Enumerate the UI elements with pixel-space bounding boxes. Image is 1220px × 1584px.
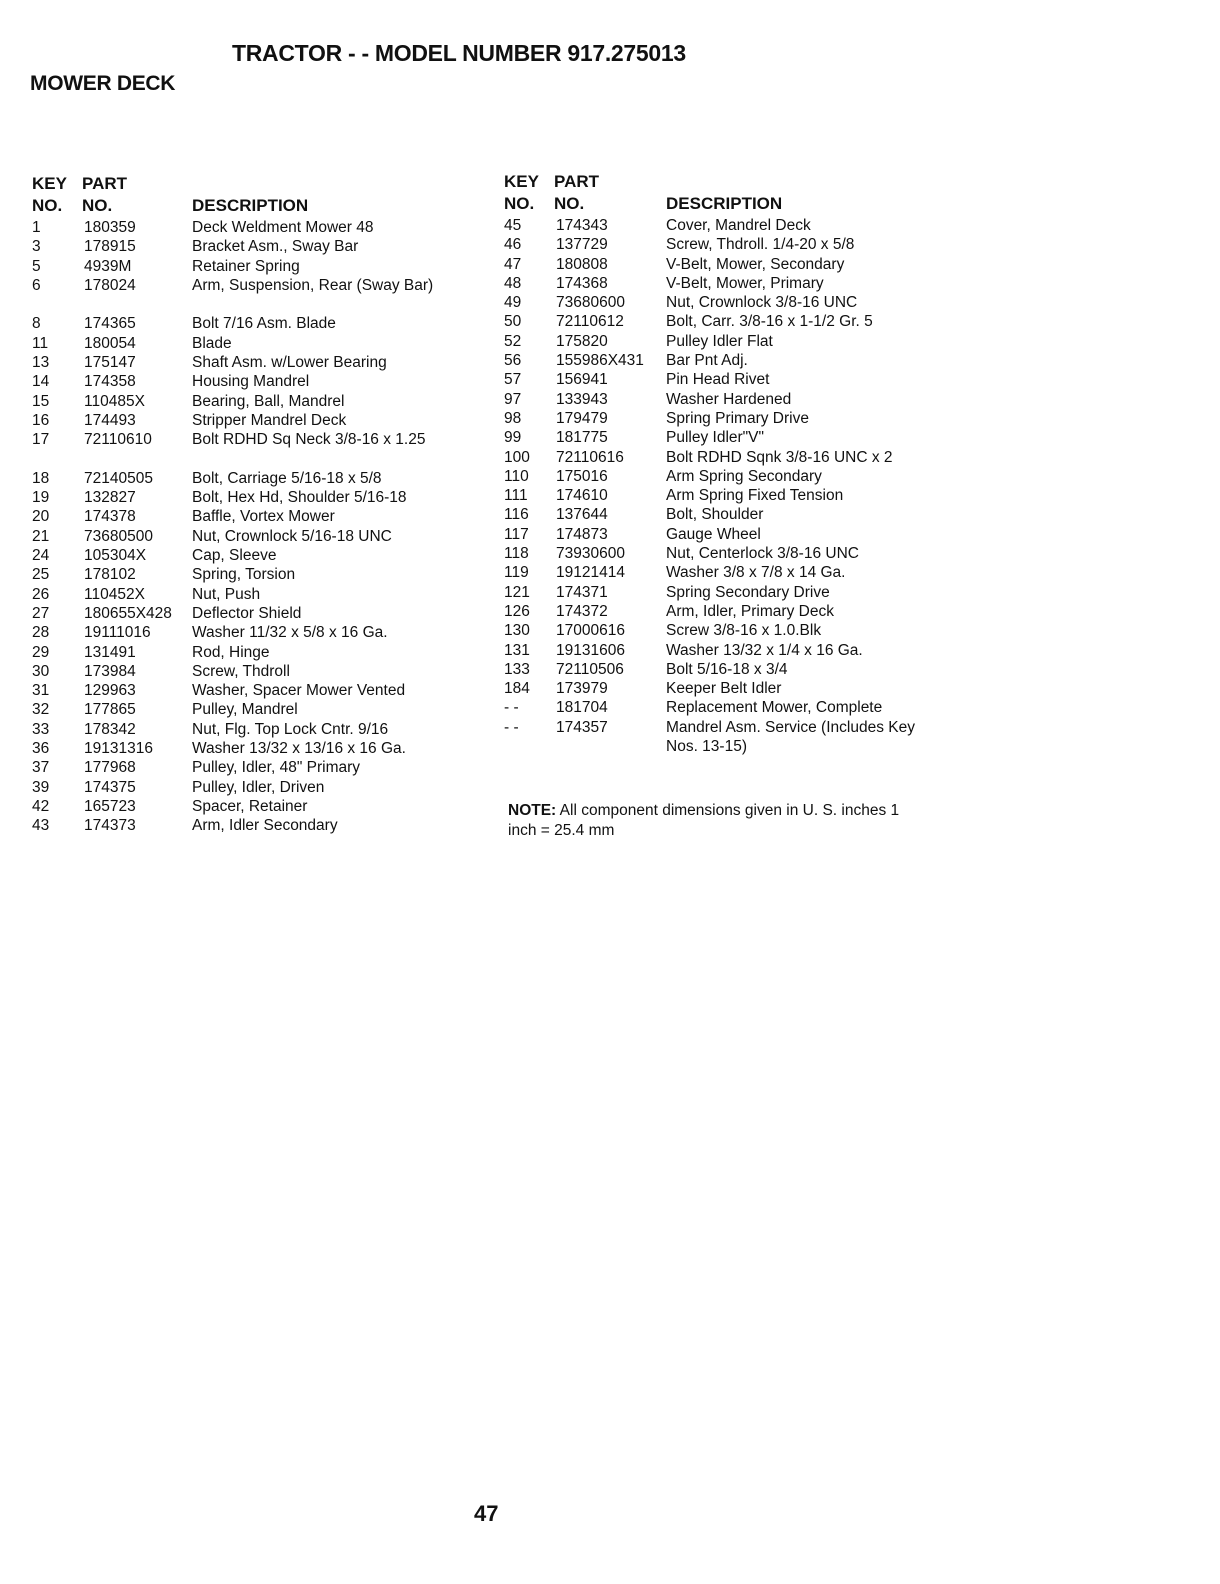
key-no: 43 [32,817,50,835]
table-row [504,621,934,640]
description: Shaft Asm. w/Lower Bearing [192,354,387,372]
table-header [32,174,482,218]
description: Stripper Mandrel Deck [192,411,347,429]
table-row [504,583,934,602]
key-no: 19 [32,489,50,507]
part-no: 73680500 [84,527,153,545]
description: Bolt RDHD Sq Neck 3/8-16 x 1.25 [192,431,426,449]
table-row [32,585,482,604]
part-no: 19131316 [84,740,153,758]
description: Arm Spring Fixed Tension [666,487,844,505]
part-no: 174372 [556,602,608,620]
description: Pulley Idler Flat [666,332,773,350]
part-no: 72110610 [84,431,152,449]
description: Arm, Idler, Primary Deck [666,602,834,620]
part-no: 73930600 [556,545,625,563]
table-row [32,218,482,237]
table-row [504,505,934,524]
section-title: MOWER DECK [30,72,176,95]
description: Screw, Thdroll [192,662,290,680]
key-no: 32 [32,701,50,719]
part-no: 173984 [84,662,136,680]
table-row [504,660,934,679]
part-no: 174873 [556,525,608,543]
description: Rod, Hinge [192,643,270,661]
description: Washer 13/32 x 1/4 x 16 Ga. [666,641,863,659]
description: Spring, Torsion [192,566,296,584]
description: Bar Pnt Adj. [666,352,748,370]
description: Bolt RDHD Sqnk 3/8-16 UNC x 2 [666,448,893,466]
part-no: 137644 [556,506,608,524]
table-row [504,602,934,621]
key-no: 11 [32,334,49,352]
table-row [32,276,482,315]
part-no: 105304X [84,547,147,565]
table-row [504,312,934,331]
description: Deflector Shield [192,604,302,622]
part-no: 175820 [556,332,608,350]
description: Screw, Thdroll. 1/4-20 x 5/8 [666,236,855,254]
description: Washer 13/32 x 13/16 x 16 Ga. [192,740,406,758]
description: Washer 3/8 x 7/8 x 14 Ga. [666,564,846,582]
table-row [32,334,482,353]
key-no: 25 [32,566,50,584]
key-no: 121 [504,583,530,601]
description: Keeper Belt Idler [666,680,782,698]
description: Nut, Crownlock 5/16-18 UNC [192,527,392,545]
part-no: 72110506 [556,660,624,678]
key-no: 56 [504,352,522,370]
part-no: 181704 [556,699,608,717]
key-no: 46 [504,236,522,254]
key-no: 126 [504,602,530,620]
table-row [32,662,482,681]
description: Pulley, Mandrel [192,701,298,719]
part-no: 180655X428 [84,604,172,622]
part-no: 19131606 [556,641,625,659]
header-part-bottom: NO. [82,196,113,215]
part-no: 155986X431 [556,352,644,370]
description: Bolt 5/16-18 x 3/4 [666,660,788,678]
key-no: 17 [32,431,50,449]
part-no: 179479 [556,409,608,427]
description: Gauge Wheel [666,525,761,543]
header-part-bottom: NO. [554,194,585,213]
key-no: 13 [32,354,50,372]
key-no: 118 [504,545,529,563]
key-no: 14 [32,373,50,391]
key-no: 39 [32,778,50,796]
part-no: 178915 [84,238,136,256]
note-label: NOTE: [508,802,557,819]
part-no: 132827 [84,489,136,507]
table-row [32,314,482,333]
key-no: 8 [32,315,41,333]
table-row [32,700,482,719]
table-row [32,469,482,488]
description: Pulley Idler"V" [666,429,765,447]
part-no: 133943 [556,390,608,408]
table-row [504,390,934,409]
part-no: 73680600 [556,294,625,312]
description: Nut, Crownlock 3/8-16 UNC [666,294,858,312]
table-row [32,392,482,411]
part-no: 177865 [84,701,136,719]
description: V-Belt, Mower, Primary [666,274,824,292]
table-row [504,467,934,486]
table-row [32,739,482,758]
table-row [32,353,482,372]
table-row [504,448,934,467]
header-description: DESCRIPTION [192,196,309,215]
table-row [504,718,934,757]
key-no: 24 [32,547,50,565]
part-no: 180808 [556,255,608,273]
table-row [32,546,482,565]
key-no: 48 [504,274,522,292]
key-no: 98 [504,409,522,427]
table-row [504,216,934,235]
description: Nut, Centerlock 3/8-16 UNC [666,545,859,563]
header-key-bottom: NO. [32,196,63,215]
key-no: 5 [32,257,41,275]
table-row [32,257,482,276]
part-no: 178102 [84,566,136,584]
key-no: 30 [32,662,50,680]
header-key-bottom: NO. [504,194,535,213]
table-row [504,332,934,351]
key-no: 18 [32,469,50,487]
key-no: 45 [504,217,522,234]
key-no: 36 [32,740,50,758]
description: Washer Hardened [666,390,792,408]
description: Spring Primary Drive [666,409,809,427]
description: Nut, Push [192,585,261,603]
part-no: 174378 [84,508,136,526]
description: Cap, Sleeve [192,547,277,565]
table-row [32,758,482,777]
key-no: 31 [32,682,50,700]
table-row [504,409,934,428]
description: Pulley, Idler, Driven [192,778,325,796]
description: Bolt, Hex Hd, Shoulder 5/16-18 [192,489,407,507]
part-no: 72140505 [84,469,153,487]
description: Arm Spring Secondary [666,467,822,485]
description: Replacement Mower, Complete [666,699,883,717]
part-no: 178342 [84,720,136,738]
table-row [504,351,934,370]
key-no: 27 [32,604,50,622]
key-no: 20 [32,508,50,526]
key-no: 26 [32,585,50,603]
part-no: 181775 [556,429,608,447]
key-no: 42 [32,797,50,815]
parts-table-right [504,172,934,756]
description: Bearing, Ball, Mandrel [192,392,345,410]
key-no: 57 [504,371,522,389]
description: Arm, Idler Secondary [192,817,338,835]
part-no: 156941 [556,371,608,389]
part-no: 72110612 [556,313,624,331]
description: Mandrel Asm. Service (Includes Key Nos. 13-15) [666,718,915,756]
table-row [32,411,482,430]
table-row [32,681,482,700]
key-no: 29 [32,643,50,661]
part-no: 174371 [556,583,608,601]
description: Pulley, Idler, 48" Primary [192,759,361,777]
key-no: 117 [504,525,529,543]
part-no: 19121414 [556,564,625,582]
part-no: 174365 [84,315,136,333]
header-key-top: KEY [32,174,67,193]
key-no: 110 [504,467,529,485]
part-no: 174368 [556,274,608,292]
part-no: 175147 [84,354,136,372]
table-row [504,428,934,447]
part-no: 174610 [556,487,608,505]
description: Deck Weldment Mower 48 [192,219,374,236]
part-no: 175016 [556,467,608,485]
header-part-top: PART [554,172,600,191]
part-no: 131491 [84,643,136,661]
left-rows [32,218,482,836]
table-row [32,488,482,507]
key-no: 99 [504,429,522,447]
key-no: 184 [504,680,530,698]
key-no: 130 [504,622,530,640]
note-text: All component dimensions given in U. S. inches 1 inch = 25.4 mm [508,802,900,839]
part-no: 174343 [556,217,608,234]
table-row [32,643,482,662]
table-row [504,370,934,389]
table-row [32,778,482,797]
table-row [32,237,482,256]
page-number: 47 [474,1501,499,1526]
table-row [504,235,934,254]
description: Washer 11/32 x 5/8 x 16 Ga. [192,624,388,642]
description: Bracket Asm., Sway Bar [192,238,359,256]
description: Spacer, Retainer [192,797,308,815]
description: Baffle, Vortex Mower [192,508,335,526]
key-no: 133 [504,660,530,678]
key-no: 100 [504,448,530,466]
description: Housing Mandrel [192,373,310,391]
table-row [32,720,482,739]
table-row [32,372,482,391]
description: Spring Secondary Drive [666,583,830,601]
key-no: 119 [504,564,529,582]
key-no: 49 [504,294,522,312]
part-no: 110485X [84,392,145,410]
table-row [504,486,934,505]
description: Bolt 7/16 Asm. Blade [192,315,336,333]
description: Bolt, Carr. 3/8-16 x 1-1/2 Gr. 5 [666,313,873,331]
table-row [32,816,482,835]
table-row [504,679,934,698]
header-part-top: PART [82,174,128,193]
part-no: 178024 [84,276,136,294]
key-no: 97 [504,390,522,408]
description: Blade [192,334,232,352]
description: Cover, Mandrel Deck [666,217,811,234]
part-no: 4939M [84,257,132,275]
part-no: 180359 [84,219,136,236]
table-row [504,274,934,293]
key-no: 16 [32,411,50,429]
key-no: 1 [32,219,41,236]
description: Arm, Suspension, Rear (Sway Bar) [192,276,434,294]
description: Nut, Flg. Top Lock Cntr. 9/16 [192,720,389,738]
table-row [32,797,482,816]
part-no: 17000616 [556,622,625,640]
key-no: 33 [32,720,50,738]
part-no: 174358 [84,373,136,391]
description: Washer, Spacer Mower Vented [192,682,406,700]
part-no: 137729 [556,236,608,254]
table-row [32,430,482,469]
header-key-top: KEY [504,172,539,191]
table-row [504,698,934,717]
table-row [504,525,934,544]
table-row [32,604,482,623]
key-no: 116 [504,506,529,524]
part-no: 173979 [556,680,608,698]
page-title: TRACTOR - - MODEL NUMBER 917.275013 [232,40,686,66]
description: V-Belt, Mower, Secondary [666,255,845,273]
table-row [504,255,934,274]
table-header [504,172,934,216]
part-no: 174375 [84,778,136,796]
part-no: 174373 [84,817,136,835]
part-no: 110452X [84,585,145,603]
part-no: 129963 [84,682,136,700]
table-row [32,565,482,584]
description: Bolt, Carriage 5/16-18 x 5/8 [192,469,382,487]
key-no: 111 [504,487,528,505]
key-no: 52 [504,332,522,350]
table-row [32,527,482,546]
key-no: 28 [32,624,50,642]
part-no: 177968 [84,759,136,777]
key-no: 37 [32,759,50,777]
description: Screw 3/8-16 x 1.0.Blk [666,622,822,640]
part-no: 174493 [84,411,136,429]
parts-table-left [32,174,482,836]
key-no: 21 [32,527,50,545]
key-no: - - [504,699,519,717]
key-no: 47 [504,255,522,273]
right-rows [504,216,934,756]
table-row [504,544,934,563]
table-row [504,563,934,582]
part-no: 174357 [556,718,608,736]
key-no: 3 [32,238,41,256]
description: Pin Head Rivet [666,371,770,389]
description: Retainer Spring [192,257,300,275]
dimension-note [508,801,908,841]
key-no: - - [504,718,519,736]
key-no: 15 [32,392,50,410]
key-no: 50 [504,313,522,331]
part-no: 72110616 [556,448,624,466]
table-row [504,293,934,312]
table-row [32,623,482,642]
header-description: DESCRIPTION [666,194,783,213]
description: Bolt, Shoulder [666,506,764,524]
table-row [32,507,482,526]
key-no: 131 [504,641,530,659]
key-no: 6 [32,276,41,294]
part-no: 19111016 [84,624,151,642]
part-no: 165723 [84,797,136,815]
table-row [504,641,934,660]
part-no: 180054 [84,334,136,352]
